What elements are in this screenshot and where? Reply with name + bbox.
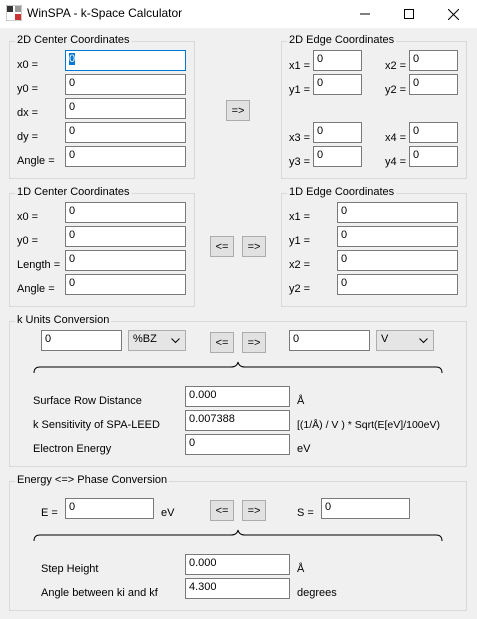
center-1d-y0-label: y0 = xyxy=(17,235,39,247)
title-bar xyxy=(0,0,477,28)
sensitivity-unit: [(1/Å) / V ) * Sqrt(E[eV]/100eV) xyxy=(297,419,440,431)
angle-ki-kf-field[interactable]: 4.300 xyxy=(185,578,290,599)
edge-2d-x4-field[interactable]: 0 xyxy=(409,122,458,143)
center-2d-y0-label: y0 = xyxy=(17,83,39,95)
edge-2d-y4-field[interactable]: 0 xyxy=(409,146,458,167)
chevron-down-icon xyxy=(171,338,180,344)
angle-ki-kf-label: Angle between ki and kf xyxy=(41,587,158,599)
center-2d-dy-label: dy = xyxy=(17,131,39,143)
energy-convert-right-button[interactable]: => xyxy=(242,500,266,521)
center-to-edge-1d-button[interactable]: => xyxy=(242,236,266,257)
edge-1d-y2-field[interactable]: 0 xyxy=(337,274,458,295)
k-units-left-unit-value: %BZ xyxy=(133,333,157,345)
edge-2d-x1-label: x1 = xyxy=(289,60,311,72)
sensitivity-label: k Sensitivity of SPA-LEED xyxy=(33,419,160,431)
edge-1d-y2-label: y2 = xyxy=(289,283,311,295)
edge-2d-x4-label: x4 = xyxy=(385,132,407,144)
edge-2d-y2-label: y2 = xyxy=(385,84,407,96)
center-2d-title: 2D Center Coordinates xyxy=(17,34,130,46)
k-units-right-unit-select[interactable] xyxy=(376,330,434,351)
energy-convert-left-button[interactable]: <= xyxy=(210,500,234,521)
edge-2d-y1-field[interactable]: 0 xyxy=(313,74,362,95)
energy-phase-brace xyxy=(33,529,443,543)
maximize-icon xyxy=(404,9,414,19)
edge-to-center-1d-button[interactable]: <= xyxy=(210,236,234,257)
center-1d-angle-label: Angle = xyxy=(17,283,55,295)
electron-energy-field[interactable]: 0 xyxy=(185,434,290,455)
edge-2d-x2-field[interactable]: 0 xyxy=(409,50,458,71)
phase-s-field[interactable]: 0 xyxy=(321,498,410,519)
center-2d-angle-field[interactable]: 0 xyxy=(65,146,186,167)
minimize-icon xyxy=(360,9,370,19)
energy-e-label: E = xyxy=(41,507,58,519)
edge-2d-x3-label: x3 = xyxy=(289,132,311,144)
edge-2d-x1-field[interactable]: 0 xyxy=(313,50,362,71)
edge-1d-x2-field[interactable]: 0 xyxy=(337,250,458,271)
app-icon xyxy=(6,5,22,21)
row-distance-unit: Å xyxy=(297,395,305,407)
edge-2d-y3-field[interactable]: 0 xyxy=(313,146,362,167)
edge-1d-y1-label: y1 = xyxy=(289,235,311,247)
center-1d-length-field[interactable]: 0 xyxy=(65,250,186,271)
edge-2d-y4-label: y4 = xyxy=(385,156,407,168)
center-2d-x0-label: x0 = xyxy=(17,59,39,71)
electron-energy-unit: eV xyxy=(297,443,311,455)
k-units-convert-left-button[interactable]: <= xyxy=(210,332,234,353)
k-units-right-field[interactable]: 0 xyxy=(289,330,370,351)
center-2d-dx-label: dx = xyxy=(17,107,39,119)
center-1d-y0-field[interactable]: 0 xyxy=(65,226,186,247)
edge-1d-y1-field[interactable]: 0 xyxy=(337,226,458,247)
edge-1d-x1-field[interactable]: 0 xyxy=(337,202,458,223)
sensitivity-field[interactable]: 0.007388 xyxy=(185,410,290,431)
close-button[interactable] xyxy=(431,0,476,28)
step-height-unit: Å xyxy=(297,563,305,575)
k-units-convert-right-button[interactable]: => xyxy=(242,332,266,353)
edge-2d-x2-label: x2 = xyxy=(385,60,407,72)
edge-2d-y3-label: y3 = xyxy=(289,156,311,168)
center-1d-x0-label: x0 = xyxy=(17,211,39,223)
k-units-left-unit-select[interactable] xyxy=(128,330,186,351)
energy-phase-title: Energy <=> Phase Conversion xyxy=(17,474,168,486)
maximize-button[interactable] xyxy=(386,0,431,28)
edge-1d-title: 1D Edge Coordinates xyxy=(289,186,395,198)
edge-2d-y1-label: y1 = xyxy=(289,84,311,96)
chevron-down-icon xyxy=(419,338,428,344)
k-units-brace xyxy=(33,361,443,375)
k-units-title: k Units Conversion xyxy=(17,314,110,326)
row-distance-field[interactable]: 0.000 xyxy=(185,386,290,407)
center-2d-angle-label: Angle = xyxy=(17,155,55,167)
edge-2d-title: 2D Edge Coordinates xyxy=(289,34,395,46)
center-2d-dx-field[interactable]: 0 xyxy=(65,98,186,119)
center-2d-y0-field[interactable]: 0 xyxy=(65,74,186,95)
center-2d-x0-field[interactable]: 0 xyxy=(65,50,186,71)
center-1d-title: 1D Center Coordinates xyxy=(17,186,130,198)
minimize-button[interactable] xyxy=(342,0,387,28)
center-1d-angle-field[interactable]: 0 xyxy=(65,274,186,295)
window-title: WinSPA - k-Space Calculator xyxy=(27,6,183,20)
edge-1d-x2-label: x2 = xyxy=(289,259,311,271)
close-icon xyxy=(448,9,459,20)
k-units-right-unit-value: V xyxy=(381,333,389,345)
energy-e-unit: eV xyxy=(161,507,175,519)
step-height-field[interactable]: 0.000 xyxy=(185,554,290,575)
center-to-edge-2d-button[interactable]: => xyxy=(226,100,250,121)
k-units-left-field[interactable]: 0 xyxy=(41,330,122,351)
center-1d-length-label: Length = xyxy=(17,259,61,271)
energy-e-field[interactable]: 0 xyxy=(65,498,154,519)
phase-s-label: S = xyxy=(297,507,314,519)
electron-energy-label: Electron Energy xyxy=(33,443,112,455)
edge-1d-x1-label: x1 = xyxy=(289,211,311,223)
step-height-label: Step Height xyxy=(41,563,99,575)
angle-ki-kf-unit: degrees xyxy=(297,587,337,599)
row-distance-label: Surface Row Distance xyxy=(33,395,142,407)
center-1d-x0-field[interactable]: 0 xyxy=(65,202,186,223)
center-2d-dy-field[interactable]: 0 xyxy=(65,122,186,143)
edge-2d-x3-field[interactable]: 0 xyxy=(313,122,362,143)
edge-2d-y2-field[interactable]: 0 xyxy=(409,74,458,95)
